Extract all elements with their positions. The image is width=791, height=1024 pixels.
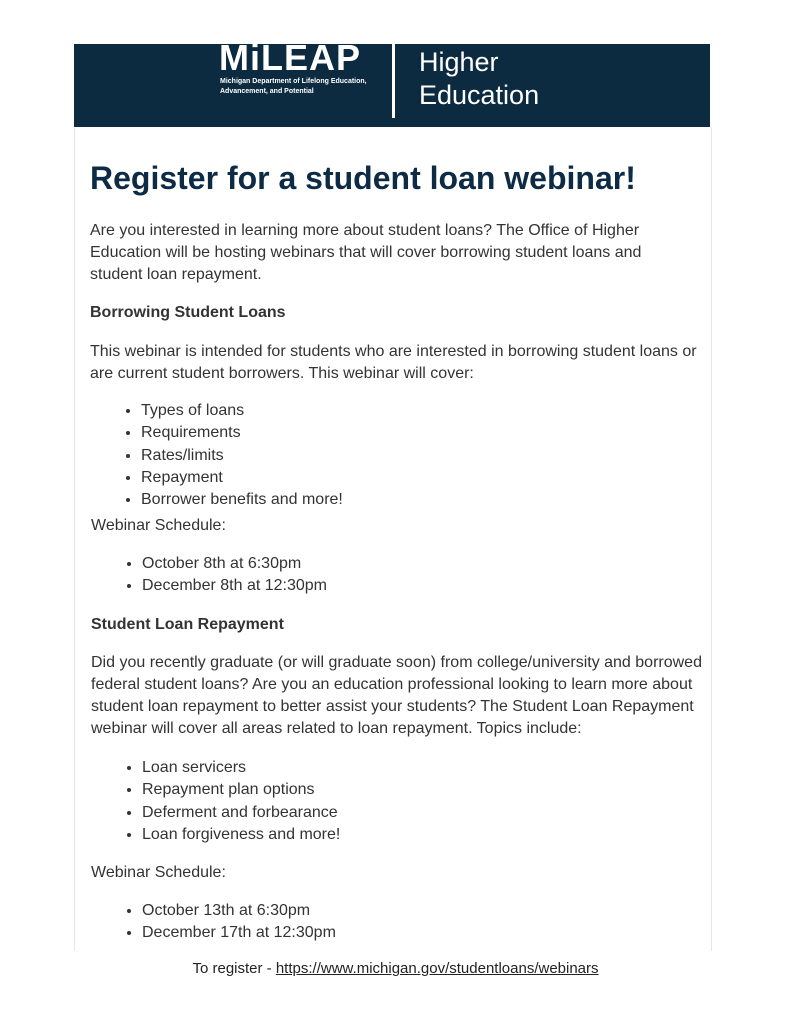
register-prefix: To register - (192, 960, 276, 977)
schedule-item: • December 17th at 12:30pm (142, 922, 336, 944)
list-item: • Types of loans (141, 400, 343, 422)
list-item: • Loan servicers (142, 757, 340, 779)
borrowing-schedule (91, 553, 327, 598)
list-item: • Deferment and forbearance (142, 802, 340, 824)
logo-subtitle: Michigan Department of Lifelong Education, Advancement, and Potential (220, 78, 367, 95)
repayment-text: Did you recently graduate (or will graduate soon) from college/university and borrowed federal student loans? Are you an education professional looking to learn more about student loan repayment to better assist your students? The Student Loan Repayment webinar will cover all areas related to loan repayment. Topics include: (91, 654, 702, 737)
repayment-schedule (91, 900, 336, 945)
header-banner (74, 44, 710, 127)
list-item: • Borrower benefits and more! (141, 489, 343, 511)
borrowing-topics (90, 400, 343, 511)
page-title: Register for a student loan webinar! (90, 160, 636, 196)
repayment-topics (91, 757, 340, 846)
borrowing-heading: Borrowing Student Loans (90, 304, 286, 321)
list-item: • Requirements (141, 422, 343, 444)
list-item: • Repayment (141, 467, 343, 489)
list-item: • Loan forgiveness and more! (142, 824, 340, 846)
register-link[interactable]: https://www.michigan.gov/studentloans/webinars (275, 960, 599, 977)
repayment-schedule-label: Webinar Schedule: (91, 864, 226, 881)
list-item: • Rates/limits (141, 445, 343, 467)
borrowing-text: This webinar is intended for students who are interested in borrowing student loans or are current student borrowers. This webinar will cover: (90, 343, 697, 382)
repayment-heading: Student Loan Repayment (91, 616, 284, 633)
list-item: • Repayment plan options (142, 779, 340, 801)
schedule-item: • December 8th at 12:30pm (142, 575, 327, 597)
section-title: Higher Education (419, 47, 540, 110)
schedule-item: • October 13th at 6:30pm (142, 900, 336, 922)
intro-text: Are you interested in learning more about student loans? The Office of Higher Education will be hosting webinars that will cover borrowing student loans and student loan repayment. (90, 222, 642, 283)
borrowing-schedule-label: Webinar Schedule: (91, 517, 226, 534)
schedule-item: • October 8th at 6:30pm (142, 553, 327, 575)
header-divider (392, 44, 395, 118)
register-footer (0, 960, 791, 977)
mileap-logo: MiLEAP (219, 44, 362, 78)
